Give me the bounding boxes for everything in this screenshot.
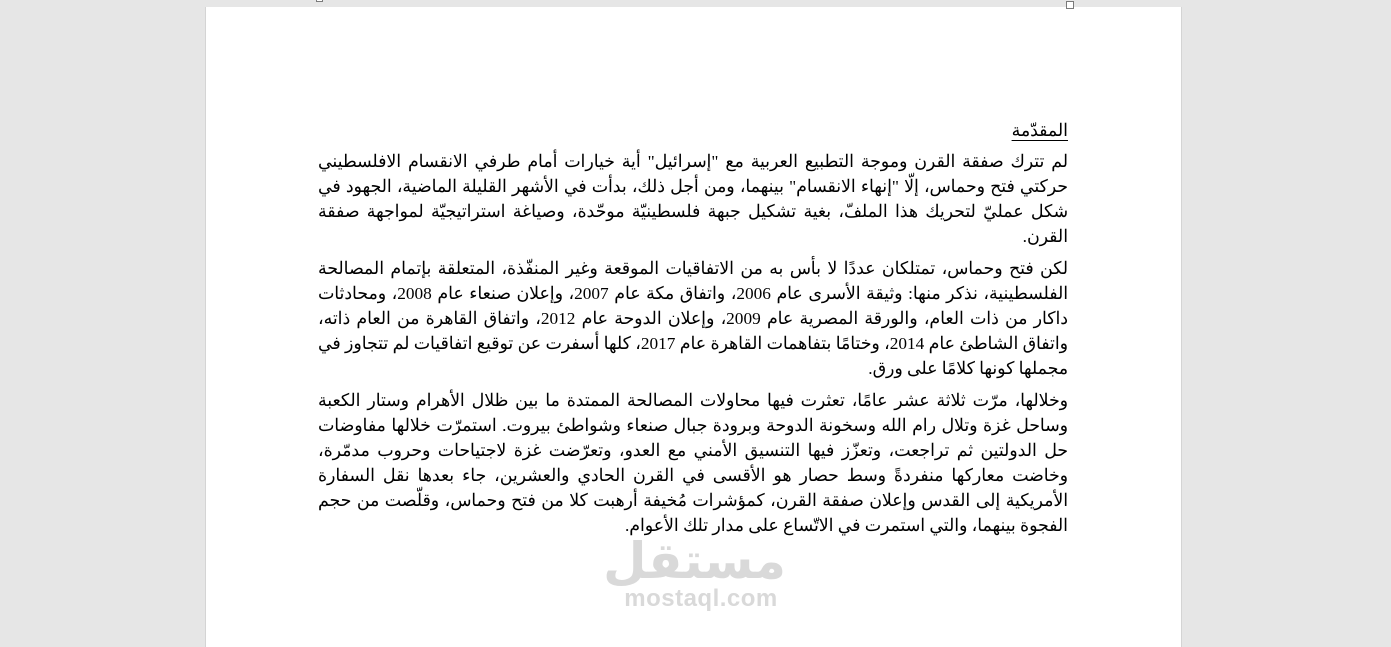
section-heading: المقدّمة	[1011, 121, 1068, 140]
watermark-site: mostaql.com	[624, 585, 778, 612]
paragraph: وخلالها، مرّت ثلاثة عشر عامًا، تعثرت فيها محاولات المصالحة الممتدة ما بين ظلال الأهرام وستار الكعبة وساحل غزة وتلال رام الله وسخونة الدوحة وبرودة جبال صنعاء وشواطئ بيروت. استمرّت خلالها مفاوضات حل الدولتين ثم تراجعت، وتعزّز فيها التنسيق الأمني مع العدو، وتعرّضت غزة لاجتياحات وحروب مدمّرة، وخاضت معاركها منفردةً وسط حصار هو الأقسى في القرن الحادي والعشرين، جاء بعدها نقل السفارة الأمريكية إلى القدس وإعلان صفقة القرن، كمؤشرات مُخيفة أرهبت كلا من فتح وحماس، وقلّصت من حجم الفجوة بينهما، والتي استمرت في الاتّساع على مدار تلك الأعوام.	[318, 391, 1068, 535]
document-body	[318, 118, 1068, 545]
document-page	[205, 7, 1182, 647]
watermark-logo: مستقل	[603, 532, 786, 590]
paragraph: لم تترك صفقة القرن وموجة التطبيع العربية مع "إسرائيل" أية خيارات أمام طرفي الانقسام الافلسطيني حركتي فتح وحماس، إلّا "إنهاء الانقسام" بينهما، ومن أجل ذلك، بدأت في الأشهر القليلة الماضية، الجهود في شكل عمليّ لتحريك هذا الملفّ، بغية تشكيل جبهة فلسطينيّة موحّدة، وصياغة استراتيجيّة لمواجهة صفقة القرن.	[318, 152, 1068, 246]
paragraph: لكن فتح وحماس، تمتلكان عددًا لا بأس به من الاتفاقيات الموقعة وغير المنفّذة، المتعلقة بإتمام المصالحة الفلسطينية، نذكر منها: وثيقة الأسرى عام 2006، واتفاق مكة عام 2007، وإعلان صنعاء عام 2008، ومحادثات داكار من ذات العام، والورقة المصرية عام 2009، وإعلان الدوحة عام 2012، واتفاق القاهرة من العام ذاته، واتفاق الشاطئ عام 2014، وختامًا بتفاهمات القاهرة عام 2017، كلها أسفرت عن توقيع اتفاقيات لم تتجاوز في مجملها كونها كلامًا على ورق.	[318, 259, 1069, 378]
watermark	[603, 532, 786, 612]
resize-handle[interactable]	[1066, 1, 1074, 9]
resize-handle[interactable]	[316, 0, 323, 2]
